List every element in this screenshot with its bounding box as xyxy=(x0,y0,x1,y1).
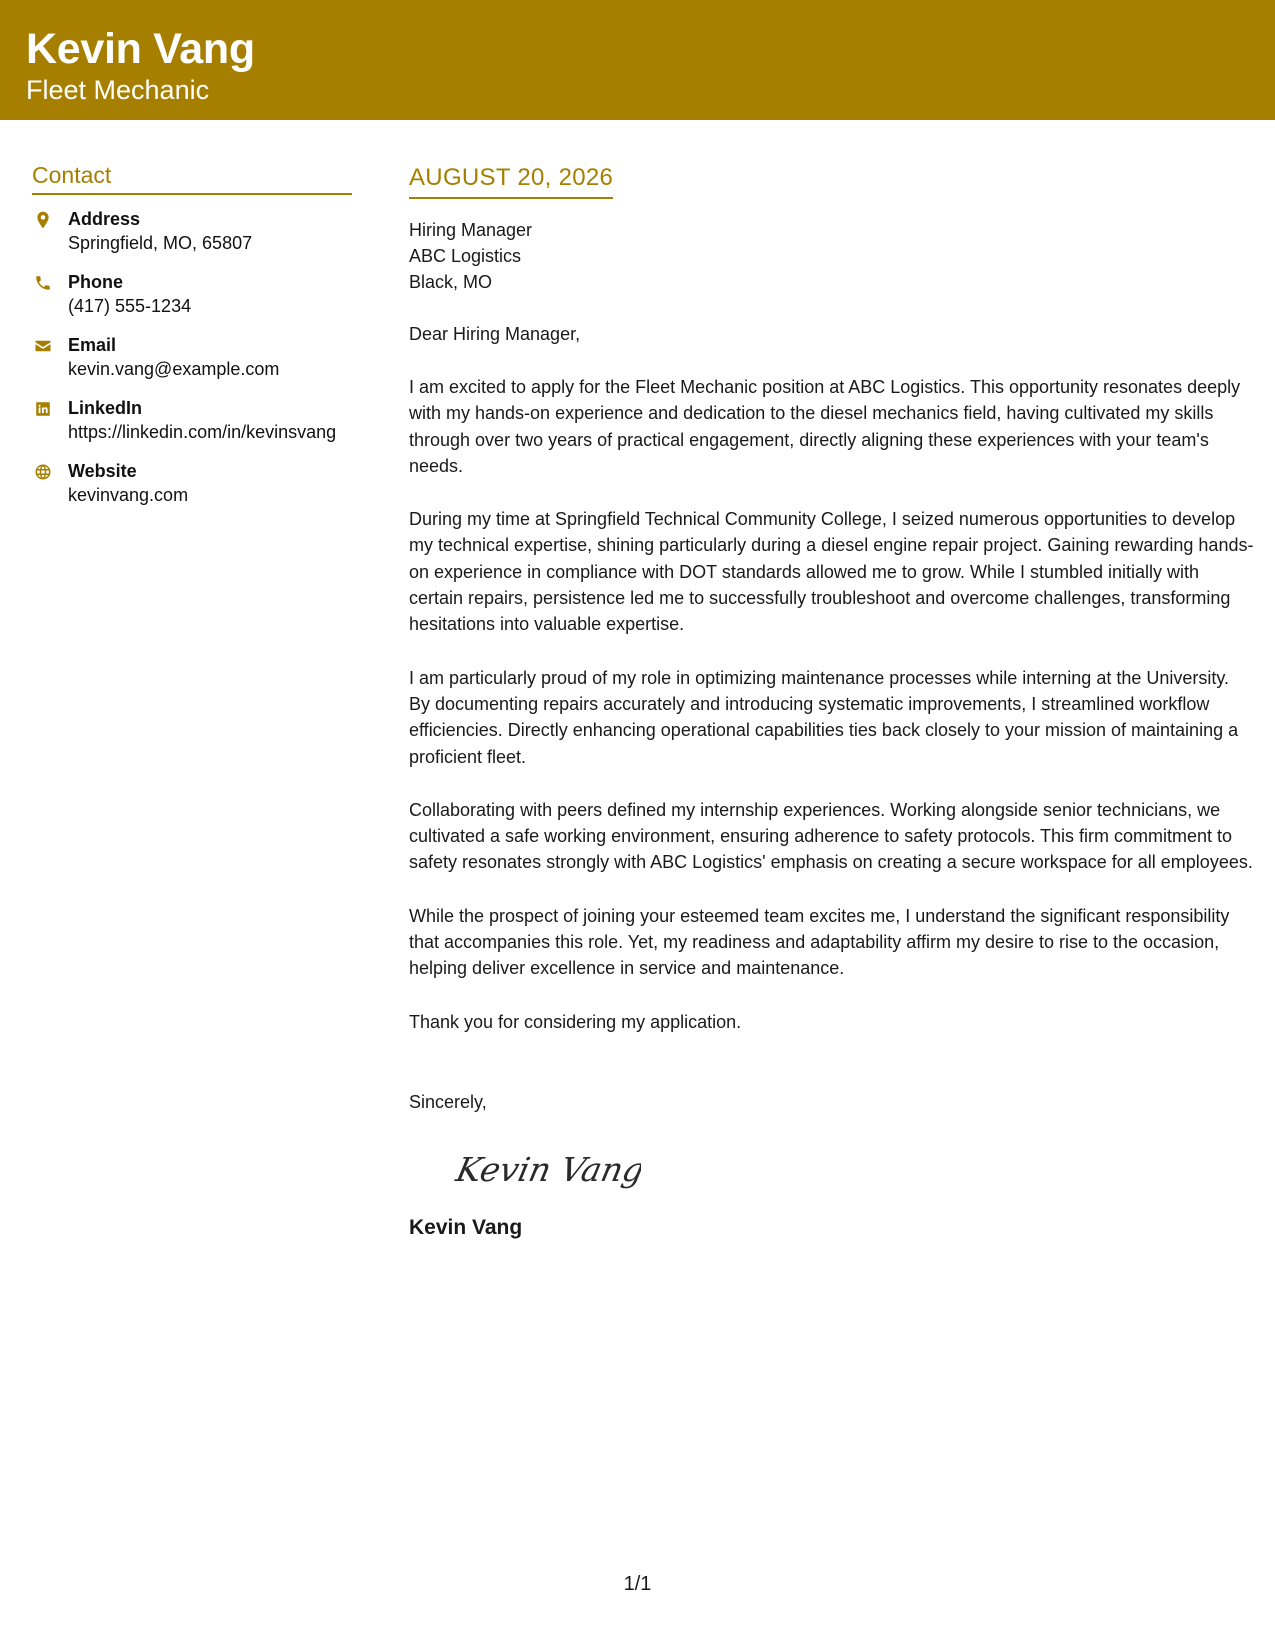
body-paragraph: I am excited to apply for the Fleet Mechanic position at ABC Logistics. This opportunity resonates deeply with my hands-on experience and dedication to the diesel mechanics field, having cultivated my skills through over two years of practical engagement, directly aligning these experiences with your team's needs. xyxy=(409,377,1241,476)
contact-sidebar xyxy=(32,162,352,522)
globe-icon xyxy=(32,461,54,483)
contact-item-website xyxy=(32,459,352,508)
recipient-block xyxy=(409,217,1254,295)
contact-label: Website xyxy=(68,461,137,481)
signature-text: Kevin Vang xyxy=(452,1150,641,1189)
recipient-company: ABC Logistics xyxy=(409,246,522,266)
contact-item-phone xyxy=(32,270,352,319)
header-banner xyxy=(0,0,1275,120)
envelope-icon xyxy=(32,335,54,357)
contact-item-email xyxy=(32,333,352,382)
applicant-name: Kevin Vang xyxy=(26,25,255,73)
page-number: 1/1 xyxy=(623,1573,652,1595)
linkedin-value[interactable]: https://linkedin.com/in/kevinsvang xyxy=(68,422,337,442)
contact-item-address xyxy=(32,207,352,256)
contact-heading: Contact xyxy=(32,162,352,195)
phone-icon xyxy=(32,272,54,294)
letter-date-block xyxy=(409,164,613,199)
contact-label: Email xyxy=(68,335,117,355)
recipient-title: Hiring Manager xyxy=(409,220,533,240)
applicant-role: Fleet Mechanic xyxy=(26,75,210,105)
closing: Sincerely, xyxy=(409,1091,487,1112)
body-paragraph: During my time at Springfield Technical Community College, I seized numerous opportunities to develop my technical expertise, shining particularly during a diesel engine repair project. Gaining rewarding hands-on experience in compliance with DOT standards allowed me to grow. While I stumbled initially with certain repairs, persistence led me to successfully troubleshoot and overcome challenges, transforming hesitations into valuable expertise. xyxy=(409,509,1254,635)
signer-name: Kevin Vang xyxy=(409,1215,523,1239)
body-paragraph: Collaborating with peers defined my internship experiences. Working alongside senior technicians, we cultivated a safe working environment, ensuring adherence to safety protocols. This firm commitment to safety resonates strongly with ABC Logistics' emphasis on creating a secure workspace for all employees. xyxy=(409,799,1253,873)
letter-date: AUGUST 20, 2026 xyxy=(409,164,614,191)
body-paragraph: Thank you for considering my application. xyxy=(409,1011,742,1032)
website-value[interactable]: kevinvang.com xyxy=(68,485,189,505)
phone-value: (417) 555-1234 xyxy=(68,296,192,316)
contact-label: Phone xyxy=(68,272,124,292)
contact-item-linkedin xyxy=(32,396,352,445)
contact-list xyxy=(32,207,352,508)
recipient-location: Black, MO xyxy=(409,272,493,292)
contact-label: Address xyxy=(68,209,141,229)
greeting: Dear Hiring Manager, xyxy=(409,324,581,344)
linkedin-icon xyxy=(32,398,54,420)
address-value: Springfield, MO, 65807 xyxy=(68,233,253,253)
map-pin-icon xyxy=(32,209,54,231)
email-value: kevin.vang@example.com xyxy=(68,359,280,379)
body-paragraph: While the prospect of joining your esteemed team excites me, I understand the significant responsibility that accompanies this role. Yet, my readiness and adaptability affirm my desire to rise to the occasion, helping deliver excellence in service and maintenance. xyxy=(409,905,1230,979)
body-paragraph: I am particularly proud of my role in optimizing maintenance processes while interning at the University. By documenting repairs accurately and introducing systematic improvements, I streamlined workflow efficiencies. Directly enhancing operational capabilities ties back closely to your mission of maintaining a proficient fleet. xyxy=(409,667,1239,767)
signature-image xyxy=(451,1141,641,1197)
letter-body xyxy=(409,164,1254,1240)
contact-label: LinkedIn xyxy=(68,398,143,418)
